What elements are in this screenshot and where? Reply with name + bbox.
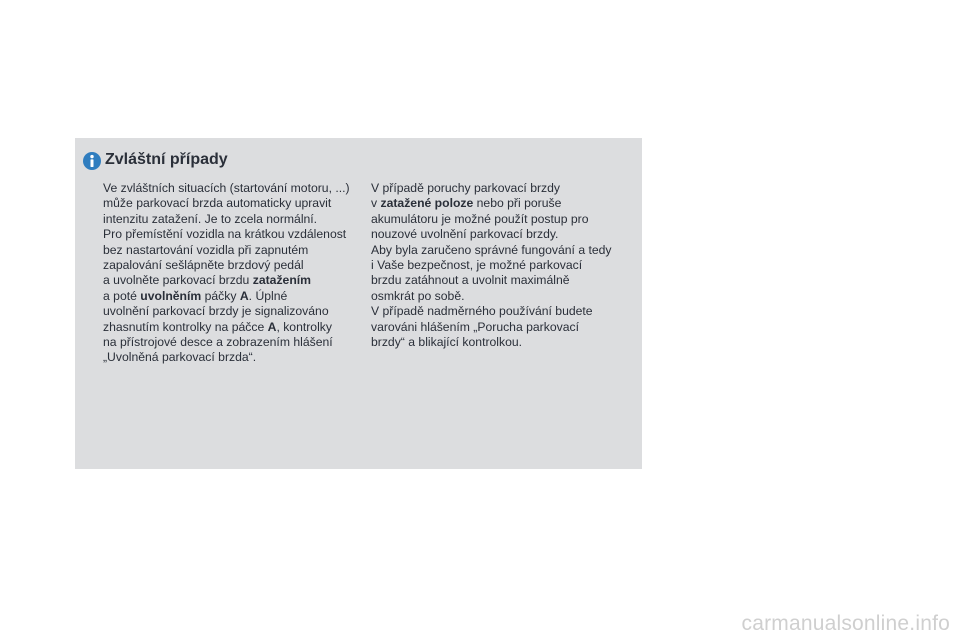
text-run: i Vaše bezpečnost, je možné parkovací [371, 258, 583, 273]
text-run: nebo při poruše [473, 196, 562, 211]
special-cases-panel [75, 138, 642, 469]
bold-text: zatažené poloze [380, 196, 474, 211]
text-run: brzdy“ a blikající kontrolkou. [371, 335, 523, 350]
text-run: zhasnutím kontrolky na páčce [103, 319, 268, 334]
text-line [371, 258, 612, 273]
bold-text: A [239, 288, 249, 303]
bold-text: A [267, 319, 277, 334]
text-line [371, 196, 612, 211]
bold-text: uvolněním [140, 288, 202, 303]
bold-text: zatažením [252, 273, 311, 288]
text-line [371, 273, 612, 288]
text-line [103, 181, 350, 196]
text-line [371, 181, 612, 196]
text-run: uvolnění parkovací brzdy je signalizováno [103, 304, 329, 319]
text-line [103, 320, 350, 335]
text-run: akumulátoru je možné použít postup pro [371, 211, 589, 226]
text-run: zapalování sešlápněte brzdový pedál [103, 258, 304, 273]
text-column-left [103, 181, 350, 366]
text-line [371, 304, 612, 319]
text-run: V případě nadměrného používání budete [371, 304, 593, 319]
text-run: Pro přemístění vozidla na krátkou vzdálenost [103, 227, 347, 242]
text-line [103, 258, 350, 273]
text-line [371, 335, 612, 350]
text-line [103, 196, 350, 211]
text-line [103, 227, 350, 242]
text-run: na přístrojové desce a zobrazením hlášení [103, 335, 333, 350]
text-line [103, 304, 350, 319]
text-run: „Uvolněná parkovací brzda“. [103, 350, 257, 365]
text-line [371, 227, 612, 242]
text-run: intenzitu zatažení. Je to zcela normální. [103, 211, 318, 226]
text-line [103, 243, 350, 258]
text-run: Ve zvláštních situacích (startování motoru, ...) [103, 181, 350, 195]
text-run: bez nastartování vozidla při zapnutém [103, 242, 309, 257]
text-line [371, 289, 612, 304]
text-line [103, 335, 350, 350]
text-line [103, 289, 350, 304]
text-line [103, 350, 350, 365]
text-run: nouzové uvolnění parkovací brzdy. [371, 227, 559, 242]
text-run: a poté [103, 288, 141, 303]
text-line [103, 212, 350, 227]
text-line [371, 243, 612, 258]
text-run: . Úplné [248, 288, 288, 303]
text-line [371, 320, 612, 335]
text-line [371, 212, 612, 227]
text-run: v [371, 196, 381, 211]
text-run: páčky [201, 288, 240, 303]
info-icon [83, 152, 101, 170]
text-run: a uvolněte parkovací brzdu [103, 273, 253, 288]
section-title: Zvláštní případy [105, 151, 228, 168]
text-run: varováni hlášením „Porucha parkovací [371, 319, 579, 334]
text-run: osmkrát po sobě. [371, 288, 465, 303]
text-run: Aby byla zaručeno správné fungování a tedy [371, 242, 612, 257]
text-column-right [371, 181, 612, 350]
text-run: brzdu zatáhnout a uvolnit maximálně [371, 273, 570, 288]
text-run: , kontrolky [276, 319, 332, 334]
text-run: může parkovací brzda automaticky upravit [103, 196, 332, 211]
text-line [103, 273, 350, 288]
watermark: carmanualsonline.info [741, 612, 950, 635]
text-run: V případě poruchy parkovací brzdy [371, 181, 561, 195]
